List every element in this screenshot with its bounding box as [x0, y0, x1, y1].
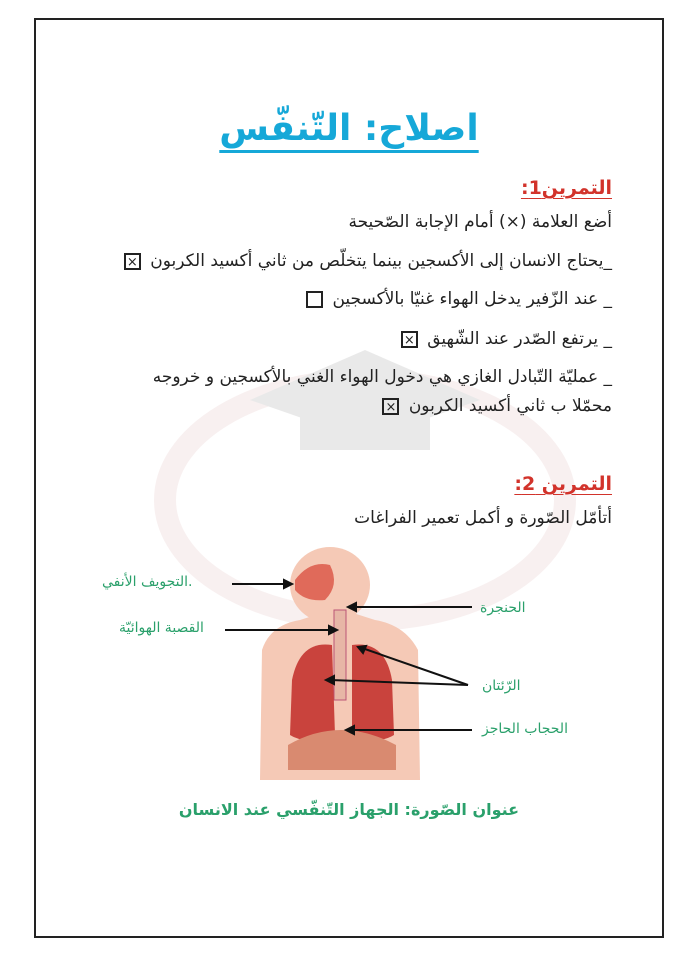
- label-trachea: القصبة الهوائيّة: [119, 620, 204, 636]
- answer-checkbox[interactable]: ×: [382, 398, 399, 415]
- exercise1-instruction: أضع العلامة (×) أمام الإجابة الصّحيحة: [348, 212, 612, 232]
- trachea-shape: [334, 610, 346, 700]
- answer-checkbox[interactable]: [306, 291, 323, 308]
- page-title: اصلاح: التّنفّس: [219, 108, 479, 149]
- exercise1-item-2: [304, 289, 612, 309]
- item-text: _ عند الزّفير يدخل الهواء غنيّا بالأكسجين: [332, 289, 612, 309]
- exercise1-item-1: [122, 251, 612, 271]
- item-text: _ عمليّة التّبادل الغازي هي دخول الهواء الغني بالأكسجين و خروجه: [152, 367, 612, 387]
- label-larynx: الحنجرة: [480, 600, 526, 616]
- answer-checkbox[interactable]: ×: [401, 331, 418, 348]
- label-lungs: الرّئتان: [482, 678, 521, 694]
- item-text: _ يرتفع الصّدر عند الشّهيق: [427, 329, 612, 349]
- label-nasal-cavity: التجويف الأنفي.: [102, 574, 193, 590]
- exercise1-label: التمرين1:: [520, 177, 612, 199]
- exercise2-instruction: أتأمّل الصّورة و أكمل تعمير الفراغات: [354, 508, 612, 528]
- exercise1-item-4: [153, 367, 612, 387]
- diagram-caption: عنوان الصّورة: الجهاز التّنفّسي عند الانسان: [178, 800, 520, 819]
- answer-checkbox[interactable]: ×: [124, 253, 141, 270]
- label-diaphragm: الحجاب الحاجز: [482, 721, 568, 737]
- item-text: _يحتاج الانسان إلى الأكسجين بينما يتخلّص من ثاني أكسيد الكربون: [150, 251, 612, 271]
- item-text: محمّلا ب ثاني أكسيد الكربون: [408, 396, 612, 416]
- exercise1-item-3: [399, 329, 612, 349]
- exercise2-label: التمرين 2:: [514, 473, 612, 495]
- exercise1-item-4-cont: [380, 396, 612, 416]
